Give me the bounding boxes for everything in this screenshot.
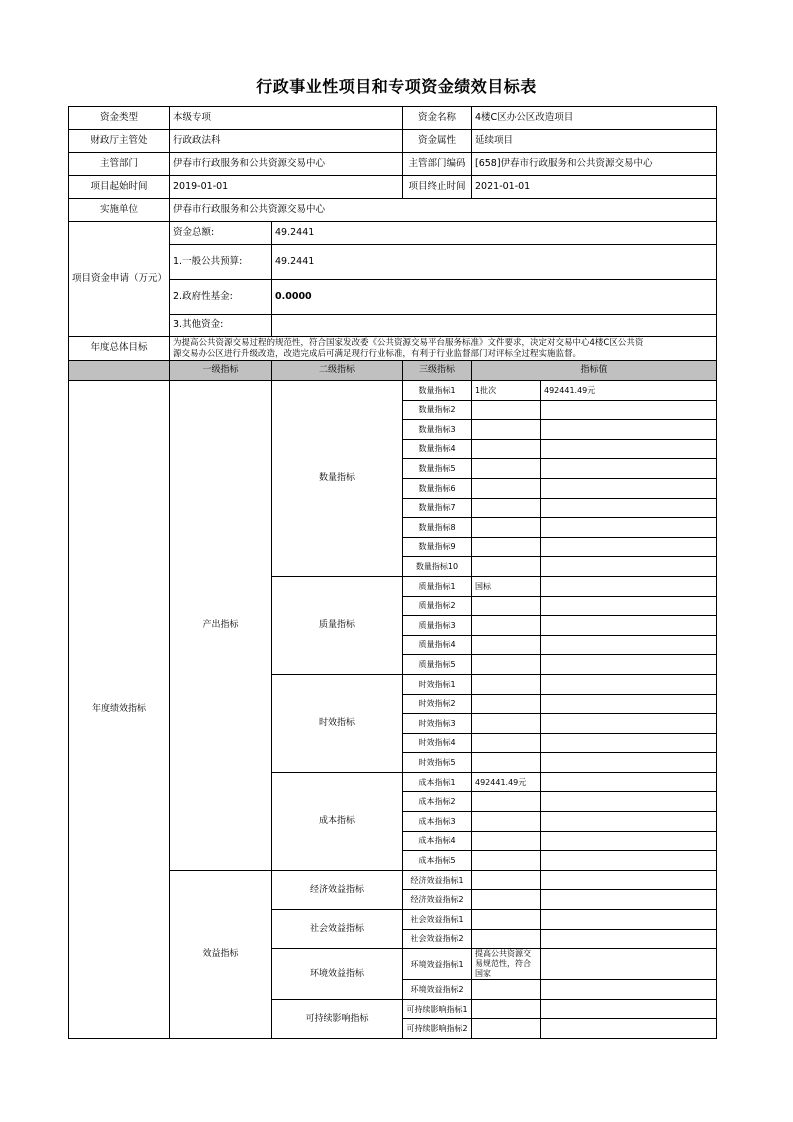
quality-indicator-target bbox=[541, 655, 717, 675]
social-indicator-value bbox=[472, 910, 541, 930]
quality-indicator-value: 国标 bbox=[472, 576, 541, 596]
end-value: 2021-01-01 bbox=[472, 176, 717, 199]
quality-group-label: 质量指标 bbox=[272, 576, 403, 674]
quality-indicator-name: 质量指标1 bbox=[403, 576, 472, 596]
fund-apply-label: 项目资金申请（万元） bbox=[69, 222, 170, 337]
social-indicator-value bbox=[472, 929, 541, 949]
quantity-indicator-name: 数量指标8 bbox=[403, 518, 472, 538]
sustainable-indicator-value bbox=[472, 1019, 541, 1039]
economic-indicator-target bbox=[541, 890, 717, 910]
quantity-indicator-target bbox=[541, 459, 717, 479]
cost-indicator-name: 成本指标5 bbox=[403, 851, 472, 871]
environment-indicator-target bbox=[541, 980, 717, 1000]
timeliness-indicator-target bbox=[541, 733, 717, 753]
header-level1: 一级指标 bbox=[170, 361, 272, 381]
cost-indicator-value bbox=[472, 792, 541, 812]
quantity-indicator-value bbox=[472, 459, 541, 479]
table-row bbox=[69, 381, 717, 401]
timeliness-group-label: 时效指标 bbox=[272, 674, 403, 772]
cost-indicator-target bbox=[541, 792, 717, 812]
social-group-label: 社会效益指标 bbox=[272, 910, 403, 949]
fund-attr-label: 资金属性 bbox=[403, 130, 472, 153]
quality-indicator-target bbox=[541, 635, 717, 655]
goal-label: 年度总体目标 bbox=[69, 337, 170, 361]
quality-indicator-target bbox=[541, 616, 717, 636]
goal-text bbox=[170, 337, 717, 361]
quantity-indicator-value bbox=[472, 518, 541, 538]
environment-indicator-value bbox=[472, 980, 541, 1000]
quantity-indicator-name: 数量指标3 bbox=[403, 420, 472, 440]
timeliness-indicator-target bbox=[541, 694, 717, 714]
quantity-indicator-target bbox=[541, 420, 717, 440]
gov-fund-value: 0.0000 bbox=[272, 280, 717, 315]
quantity-indicator-value bbox=[472, 537, 541, 557]
timeliness-indicator-target bbox=[541, 753, 717, 773]
cost-indicator-target bbox=[541, 851, 717, 871]
quality-indicator-name: 质量指标5 bbox=[403, 655, 472, 675]
quality-indicator-value bbox=[472, 596, 541, 616]
quantity-indicator-name: 数量指标4 bbox=[403, 439, 472, 459]
quantity-indicator-name: 数量指标7 bbox=[403, 498, 472, 518]
quantity-indicator-target bbox=[541, 439, 717, 459]
quality-indicator-target bbox=[541, 576, 717, 596]
fund-name-label: 资金名称 bbox=[403, 107, 472, 130]
header-level2: 二级指标 bbox=[272, 361, 403, 381]
timeliness-indicator-name: 时效指标5 bbox=[403, 753, 472, 773]
fund-type-label: 资金类型 bbox=[69, 107, 170, 130]
cost-indicator-name: 成本指标4 bbox=[403, 831, 472, 851]
cost-indicator-name: 成本指标3 bbox=[403, 812, 472, 832]
header-level3: 三级指标 bbox=[403, 361, 472, 381]
quantity-indicator-value bbox=[472, 420, 541, 440]
cost-indicator-target bbox=[541, 772, 717, 792]
quantity-indicator-value bbox=[472, 478, 541, 498]
other-label: 3.其他资金: bbox=[170, 315, 272, 337]
economic-indicator-name: 经济效益指标2 bbox=[403, 890, 472, 910]
cost-indicator-name: 成本指标2 bbox=[403, 792, 472, 812]
social-indicator-name: 社会效益指标1 bbox=[403, 910, 472, 930]
social-indicator-target bbox=[541, 910, 717, 930]
social-indicator-name: 社会效益指标2 bbox=[403, 929, 472, 949]
quantity-indicator-value bbox=[472, 498, 541, 518]
start-value: 2019-01-01 bbox=[170, 176, 403, 199]
annual-indicator-label: 年度绩效指标 bbox=[69, 381, 170, 1039]
fund-name-value: 4楼C区办公区改造项目 bbox=[472, 107, 717, 130]
timeliness-indicator-value bbox=[472, 694, 541, 714]
timeliness-indicator-value bbox=[472, 674, 541, 694]
quantity-indicator-value bbox=[472, 557, 541, 577]
dept-code-value: [658]伊春市行政服务和公共资源交易中心 bbox=[472, 153, 717, 176]
quantity-indicator-target bbox=[541, 557, 717, 577]
cost-indicator-value: 492441.49元 bbox=[472, 772, 541, 792]
cost-indicator-target bbox=[541, 812, 717, 832]
header-value: 指标值 bbox=[472, 361, 717, 381]
quantity-indicator-name: 数量指标1 bbox=[403, 381, 472, 401]
quality-indicator-name: 质量指标3 bbox=[403, 616, 472, 636]
unit-value: 伊春市行政服务和公共资源交易中心 bbox=[170, 199, 717, 222]
quantity-indicator-target bbox=[541, 498, 717, 518]
environment-indicator-value: 提高公共资源交易规范性，符合国家 bbox=[472, 949, 541, 980]
quantity-indicator-value: 1批次 bbox=[472, 381, 541, 401]
indicators-table bbox=[68, 360, 717, 1039]
cost-indicator-value bbox=[472, 812, 541, 832]
timeliness-indicator-name: 时效指标3 bbox=[403, 714, 472, 734]
quantity-indicator-name: 数量指标5 bbox=[403, 459, 472, 479]
timeliness-indicator-value bbox=[472, 733, 541, 753]
sustainable-indicator-value bbox=[472, 999, 541, 1019]
quality-indicator-value bbox=[472, 635, 541, 655]
dept-value: 伊春市行政服务和公共资源交易中心 bbox=[170, 153, 403, 176]
output-indicator-label: 产出指标 bbox=[170, 381, 272, 871]
quantity-group-label: 数量指标 bbox=[272, 381, 403, 577]
gov-fund-label: 2.政府性基金: bbox=[170, 280, 272, 315]
project-info-table bbox=[68, 106, 717, 361]
sustainable-group-label: 可持续影响指标 bbox=[272, 999, 403, 1038]
economic-indicator-target bbox=[541, 870, 717, 890]
quantity-indicator-target bbox=[541, 478, 717, 498]
sustainable-indicator-name: 可持续影响指标1 bbox=[403, 999, 472, 1019]
social-indicator-target bbox=[541, 929, 717, 949]
budget-label: 1.一般公共预算: bbox=[170, 245, 272, 280]
economic-group-label: 经济效益指标 bbox=[272, 870, 403, 909]
dept-label: 主管部门 bbox=[69, 153, 170, 176]
timeliness-indicator-value bbox=[472, 753, 541, 773]
quantity-indicator-name: 数量指标10 bbox=[403, 557, 472, 577]
environment-indicator-target bbox=[541, 949, 717, 980]
start-label: 项目起始时间 bbox=[69, 176, 170, 199]
cost-indicator-value bbox=[472, 851, 541, 871]
environment-indicator-name: 环境效益指标1 bbox=[403, 949, 472, 980]
quality-indicator-value bbox=[472, 616, 541, 636]
goal-line-1: 为提高公共资源交易过程的规范性，符合国家发改委《公共资源交易平台服务标准》文件要求，决定对交易中心4楼C区公共资 bbox=[173, 337, 644, 348]
quantity-indicator-target bbox=[541, 400, 717, 420]
unit-label: 实施单位 bbox=[69, 199, 170, 222]
total-label: 资金总额: bbox=[170, 222, 272, 245]
quality-indicator-name: 质量指标4 bbox=[403, 635, 472, 655]
finance-dept-label: 财政厅主管处 bbox=[69, 130, 170, 153]
end-label: 项目终止时间 bbox=[403, 176, 472, 199]
quality-indicator-name: 质量指标2 bbox=[403, 596, 472, 616]
timeliness-indicator-target bbox=[541, 674, 717, 694]
total-value: 49.2441 bbox=[272, 222, 717, 245]
budget-value: 49.2441 bbox=[272, 245, 717, 280]
environment-indicator-name: 环境效益指标2 bbox=[403, 980, 472, 1000]
quantity-indicator-target bbox=[541, 518, 717, 538]
economic-indicator-name: 经济效益指标1 bbox=[403, 870, 472, 890]
quantity-indicator-name: 数量指标6 bbox=[403, 478, 472, 498]
economic-indicator-value bbox=[472, 890, 541, 910]
quantity-indicator-target bbox=[541, 537, 717, 557]
dept-code-label: 主管部门编码 bbox=[403, 153, 472, 176]
other-value bbox=[272, 315, 717, 337]
cost-indicator-value bbox=[472, 831, 541, 851]
quantity-indicator-value bbox=[472, 439, 541, 459]
quality-indicator-value bbox=[472, 655, 541, 675]
quantity-indicator-value bbox=[472, 400, 541, 420]
quality-indicator-target bbox=[541, 596, 717, 616]
header-blank bbox=[69, 361, 170, 381]
timeliness-indicator-value bbox=[472, 714, 541, 734]
benefit-indicator-label: 效益指标 bbox=[170, 870, 272, 1038]
timeliness-indicator-name: 时效指标4 bbox=[403, 733, 472, 753]
timeliness-indicator-name: 时效指标2 bbox=[403, 694, 472, 714]
cost-group-label: 成本指标 bbox=[272, 772, 403, 870]
page-title: 行政事业性项目和专项资金绩效目标表 bbox=[256, 77, 537, 96]
quantity-indicator-target: 492441.49元 bbox=[541, 381, 717, 401]
fund-type-value: 本级专项 bbox=[170, 107, 403, 130]
quantity-indicator-name: 数量指标2 bbox=[403, 400, 472, 420]
fund-attr-value: 延续项目 bbox=[472, 130, 717, 153]
sustainable-indicator-target bbox=[541, 1019, 717, 1039]
environment-group-label: 环境效益指标 bbox=[272, 949, 403, 1000]
timeliness-indicator-target bbox=[541, 714, 717, 734]
sustainable-indicator-target bbox=[541, 999, 717, 1019]
cost-indicator-name: 成本指标1 bbox=[403, 772, 472, 792]
quantity-indicator-name: 数量指标9 bbox=[403, 537, 472, 557]
economic-indicator-value bbox=[472, 870, 541, 890]
goal-line-2: 源交易办公区进行升级改造，改造完成后可满足现行行业标准，有利于行业监督部门对评标全过程实施监督。 bbox=[173, 348, 582, 359]
sustainable-indicator-name: 可持续影响指标2 bbox=[403, 1019, 472, 1039]
timeliness-indicator-name: 时效指标1 bbox=[403, 674, 472, 694]
finance-dept-value: 行政政法科 bbox=[170, 130, 403, 153]
cost-indicator-target bbox=[541, 831, 717, 851]
